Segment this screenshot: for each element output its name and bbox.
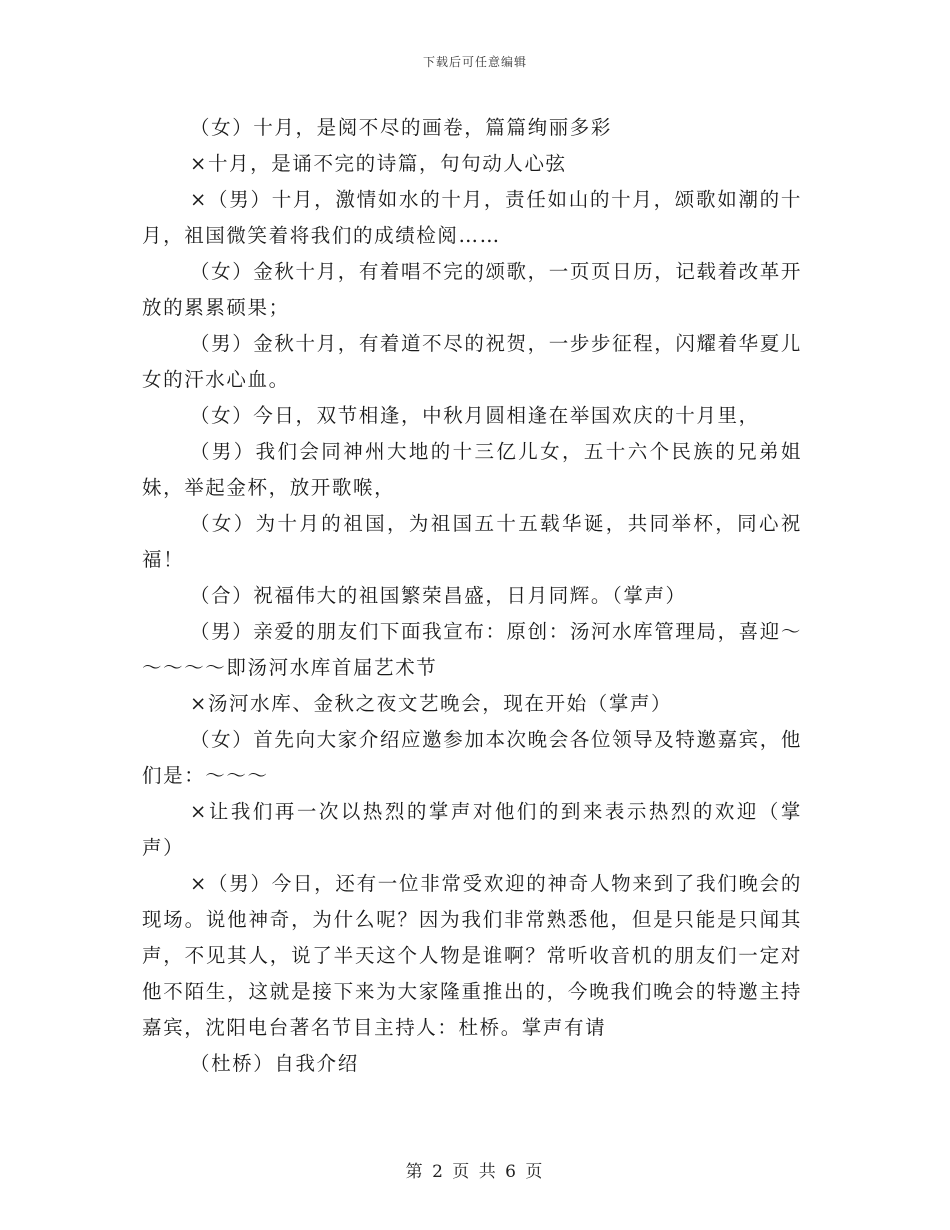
paragraph: （男）金秋十月，有着道不尽的祝贺，一步步征程，闪耀着华夏儿女的汗水心血。 [142,332,802,391]
paragraph: ×让我们再一次以热烈的掌声对他们的到来表示热烈的欢迎（掌声） [142,800,802,859]
paragraph: （女）十月，是阅不尽的画卷，篇篇绚丽多彩 [190,116,613,139]
page-number-footer: 第 2 页 共 6 页 [405,1162,545,1182]
paragraph: （女）金秋十月，有着唱不完的颂歌，一页页日历，记载着改革开放的累累硕果； [142,260,802,319]
paragraph: （男）亲爱的朋友们下面我宣布：原创：汤河水库管理局，喜迎～～～～～即汤河水库首届艺术节 [142,620,802,679]
paragraph: ×汤河水库、金秋之夜文艺晚会，现在开始（掌声） [190,692,673,715]
paragraph: ×十月，是诵不完的诗篇，句句动人心弦 [190,152,567,175]
page-header: 下载后可任意编辑 [422,55,527,69]
paragraph: （合）祝福伟大的祖国繁荣昌盛，日月同辉。（掌声） [190,584,687,607]
paragraph: （女）为十月的祖国，为祖国五十五载华诞，共同举杯，同心祝福！ [142,512,802,571]
paragraph: ×（男）十月，激情如水的十月，责任如山的十月，颂歌如潮的十月，祖国微笑着将我们的成绩检阅…… [142,188,802,247]
paragraph: ×（男）今日，还有一位非常受欢迎的神奇人物来到了我们晚会的现场。说他神奇，为什么呢？因为我们非常熟悉他，但是只能是只闻其声，不见其人，说了半天这个人物是谁啊？常听收音机的朋友们一定对他不陌生，这就是接下来为大家隆重推出的，今晚我们晚会的特邀主持嘉宾，沈阳电台著名节目主持人：杜桥。掌声有请 [142,872,802,1039]
document-body [142,110,802,1082]
paragraph: （男）我们会同神州大地的十三亿儿女，五十六个民族的兄弟姐妹，举起金杯，放开歌喉， [142,440,802,499]
paragraph: （女）首先向大家介绍应邀参加本次晚会各位领导及特邀嘉宾，他们是：～～～ [142,728,802,787]
paragraph: （女）今日，双节相逢，中秋月圆相逢在举国欢庆的十月里， [190,404,760,427]
paragraph: （杜桥）自我介绍 [190,1052,359,1075]
